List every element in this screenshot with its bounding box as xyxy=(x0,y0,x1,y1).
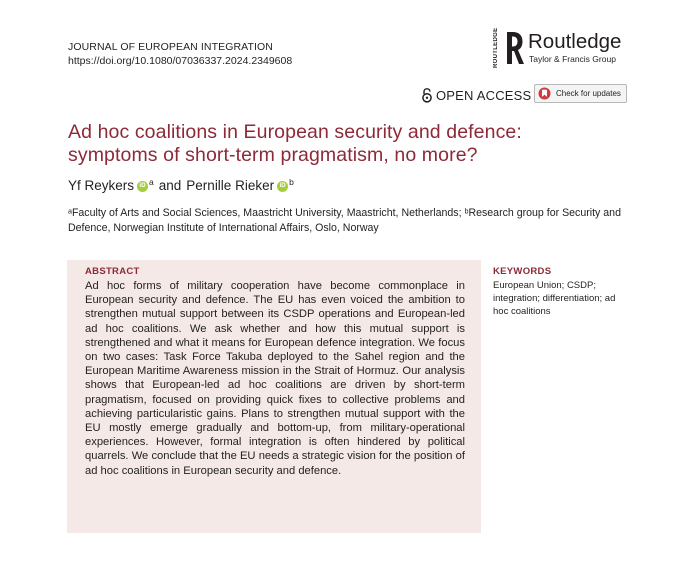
open-access-label: OPEN ACCESS xyxy=(436,87,532,103)
author-list xyxy=(68,177,294,195)
author-affiliation-marker: a xyxy=(149,177,154,187)
author-conjunction: and xyxy=(158,178,182,193)
abstract-text: Ad hoc forms of military cooperation have become commonplace in European security and defence. The EU has even voiced the ambition to strengthen mutual support between its CSDP operations and European-led ad hoc coalitions. We ask whether and how this mutual support is strengthened and what it means for European defence integration. We focus on two cases: Task Force Takuba deployed to the Sahel region and the European Maritime Awareness mission in the Strait of Hormuz. Our analysis shows that European-led ad hoc coalitions are driven by short-term pragmatism, focused on providing quick fixes to collective problems and achieving particularistic gains. Plans to strengthen mutual support with the EU mostly emerge gradually and bottom-up, from military-operational experiences. However, formal integration is often hindered by political quarrels. We conclude that the EU needs a strategic vision for the position of ad hoc coalitions in European security and defence. xyxy=(85,280,465,477)
journal-name: JOURNAL OF EUROPEAN INTEGRATION xyxy=(68,41,273,53)
keywords-heading: KEYWORDS xyxy=(493,266,552,277)
open-lock-icon xyxy=(422,88,432,103)
orcid-icon[interactable]: iD xyxy=(277,181,288,192)
publisher-vertical-text: ROUTLEDGE xyxy=(493,27,499,68)
affiliations: ᵃFaculty of Arts and Social Sciences, Maastricht University, Maastricht, Netherlands; ᵇResearch group for Security and Defence, Norwegian Institute of International Affairs, Oslo, Norway xyxy=(68,207,621,234)
check-for-updates-label: Check for updates xyxy=(556,89,621,98)
article-title: Ad hoc coalitions in European security and defence: symptoms of short-term pragmatism, no more? xyxy=(68,121,522,166)
open-access-badge xyxy=(422,86,531,104)
publisher-subtitle: Taylor & Francis Group xyxy=(529,54,616,64)
check-for-updates-button[interactable] xyxy=(534,84,627,103)
author-name[interactable]: Pernille Rieker xyxy=(186,178,275,193)
routledge-r-logo-icon xyxy=(504,30,524,66)
publisher-name: Routledge xyxy=(528,30,622,53)
crossmark-icon xyxy=(538,87,551,100)
publisher-logo[interactable] xyxy=(493,27,633,71)
keywords-text: European Union; CSDP; integration; differentiation; ad hoc coalitions xyxy=(493,280,616,317)
orcid-icon[interactable]: iD xyxy=(137,181,148,192)
abstract-heading: ABSTRACT xyxy=(85,266,140,277)
author-name[interactable]: Yf Reykers xyxy=(68,178,135,193)
doi-link[interactable]: https://doi.org/10.1080/07036337.2024.2349608 xyxy=(68,55,293,67)
author-affiliation-marker: b xyxy=(289,177,294,187)
journal-header xyxy=(68,40,292,68)
